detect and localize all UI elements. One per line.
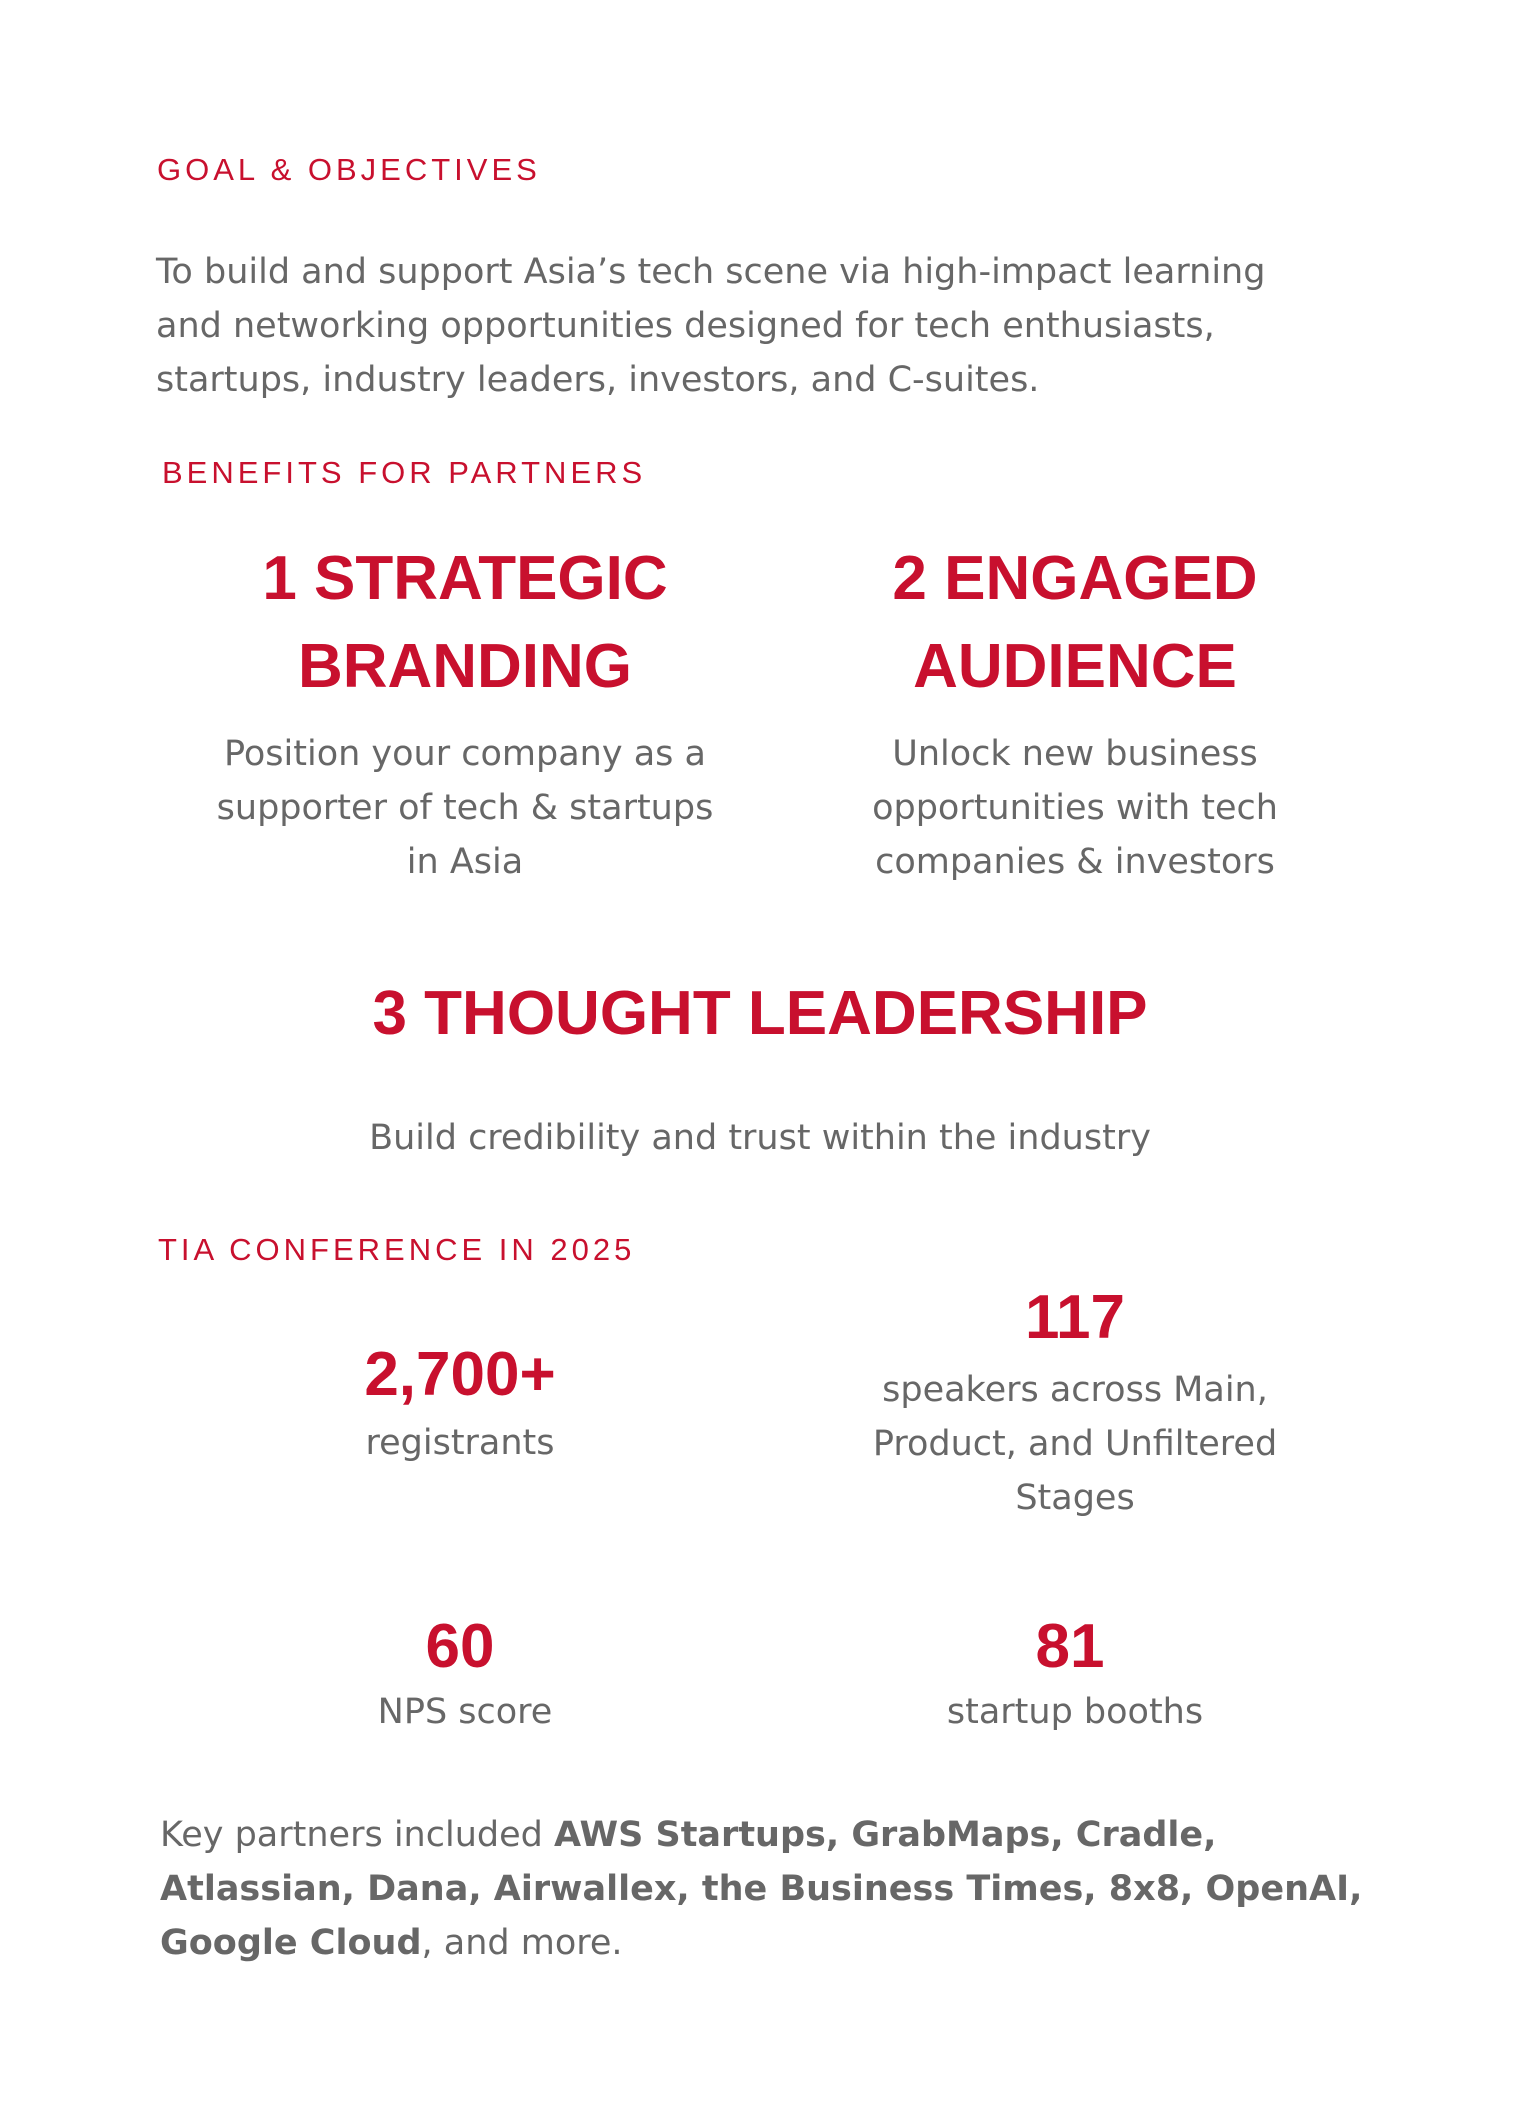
partners-line xyxy=(160,1808,1420,1862)
goal-line: and networking opportunities designed for tech enthusiasts, xyxy=(156,306,1215,346)
stat-desc-line: Product, and Unfiltered xyxy=(872,1424,1278,1464)
benefit-desc-line: Position your company as a xyxy=(224,734,706,774)
stat-desc-line: Stages xyxy=(1015,1478,1135,1518)
benefit-title-thought-leadership xyxy=(160,970,1360,1058)
benefit-desc-thought-leadership xyxy=(160,1111,1360,1165)
stat-value-speakers: 117 xyxy=(1024,1283,1126,1352)
stat-desc-startup-booths xyxy=(825,1685,1325,1739)
benefit-desc-line: Build credibility and trust within the industry xyxy=(369,1118,1151,1158)
stat-desc-registrants xyxy=(210,1416,710,1470)
benefit-desc-engaged-audience xyxy=(775,727,1375,889)
benefit-title-strategic-branding xyxy=(165,535,765,711)
stat-desc-line: startup booths xyxy=(946,1692,1204,1732)
benefit-desc-line: Unlock new business xyxy=(892,734,1258,774)
partners-line xyxy=(160,1916,1420,1970)
stat-desc-line: speakers across Main, xyxy=(882,1370,1268,1410)
stat-desc-line: NPS score xyxy=(377,1692,553,1732)
partners-bold-names: Google Cloud xyxy=(160,1923,422,1963)
key-partners-paragraph xyxy=(160,1808,1420,1970)
benefits-section-label: BENEFITS FOR PARTNERS xyxy=(162,455,647,490)
stat-value-nps: 60 xyxy=(425,1612,495,1681)
benefit-desc-line: companies & investors xyxy=(875,842,1275,882)
benefit-desc-line: supporter of tech & startups xyxy=(216,788,714,828)
goal-description xyxy=(156,245,1406,407)
stat-value-startup-booths: 81 xyxy=(1035,1612,1105,1681)
benefit-title-line: 2 ENGAGED xyxy=(892,544,1258,613)
partners-outro: , and more. xyxy=(421,1923,623,1963)
partners-line xyxy=(160,1862,1420,1916)
benefit-title-engaged-audience xyxy=(775,535,1375,711)
benefit-desc-line: opportunities with tech xyxy=(872,788,1278,828)
stat-desc-speakers xyxy=(805,1363,1345,1525)
partners-intro: Key partners included xyxy=(160,1815,554,1855)
stat-desc-line: registrants xyxy=(365,1423,555,1463)
benefit-title-line: BRANDING xyxy=(297,632,633,701)
goal-line: startups, industry leaders, investors, and C-suites. xyxy=(156,360,1040,400)
stat-desc-nps xyxy=(215,1685,715,1739)
benefit-title-line: 1 STRATEGIC xyxy=(262,544,668,613)
stat-value-registrants: 2,700+ xyxy=(364,1340,556,1409)
goal-section-label: GOAL & OBJECTIVES xyxy=(157,152,541,187)
goal-line: To build and support Asia’s tech scene via high-impact learning xyxy=(156,252,1266,292)
benefit-desc-line: in Asia xyxy=(406,842,524,882)
conference-section-label: TIA CONFERENCE IN 2025 xyxy=(158,1232,636,1267)
partners-bold-names: Atlassian, Dana, Airwallex, the Business Times, 8x8, OpenAI, xyxy=(160,1869,1363,1909)
benefit-desc-strategic-branding xyxy=(165,727,765,889)
partners-bold-names: AWS Startups, GrabMaps, Cradle, xyxy=(553,1815,1217,1855)
benefit-title-line: 3 THOUGHT LEADERSHIP xyxy=(372,979,1148,1048)
benefit-title-line: AUDIENCE xyxy=(913,632,1237,701)
